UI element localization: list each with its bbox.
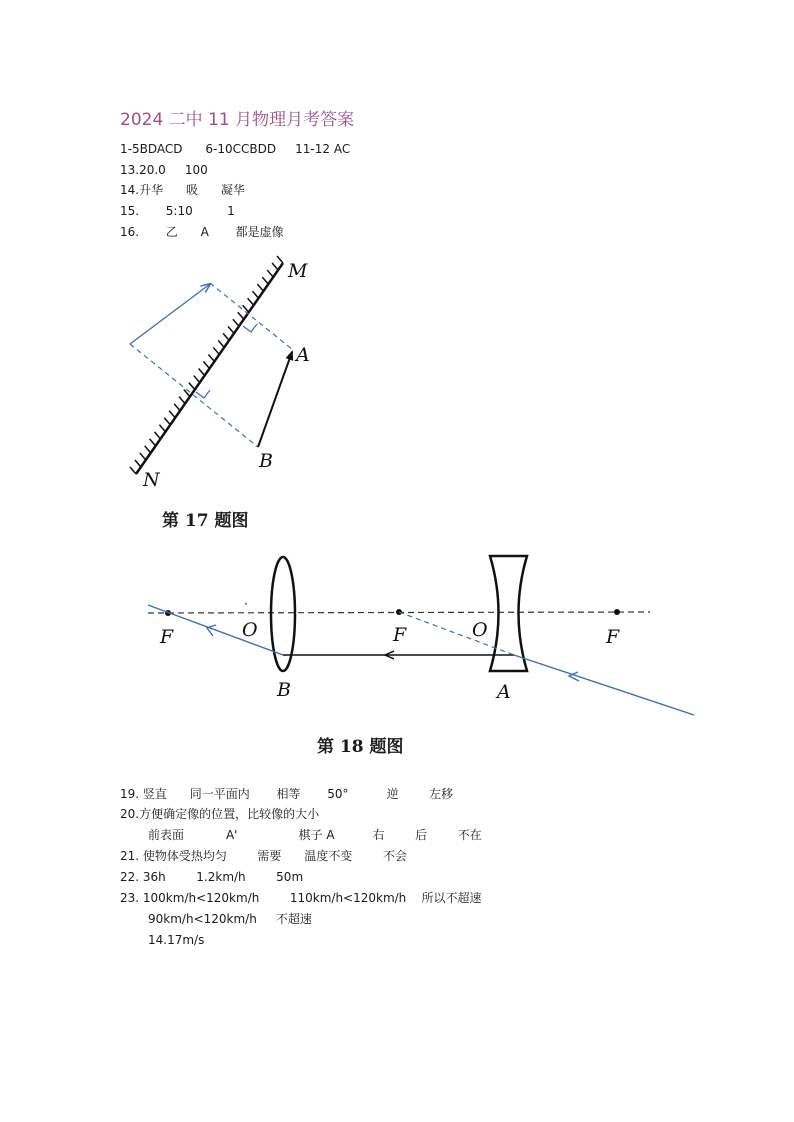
incident-ray	[514, 655, 694, 715]
answer-line-22: 22. 36h 1.2km/h 50m	[120, 870, 304, 884]
convex-lens	[271, 557, 295, 671]
mirror-hatch-mark	[253, 291, 259, 298]
answer-line-23b: 90km/h<120km/h 不超速	[148, 912, 312, 926]
mirror-hatch-mark	[277, 256, 283, 263]
answer-line-23c: 14.17m/s	[148, 933, 205, 947]
mirror-hatch-mark	[199, 369, 205, 376]
mirror-hatch-mark	[218, 340, 224, 347]
mirror-hatch-mark	[213, 347, 219, 354]
figure-18-caption: 第 18 题图	[317, 737, 404, 757]
label-M: M	[288, 260, 308, 282]
mirror-hatch-mark	[130, 467, 136, 474]
answer-line-20: 20.方便确定像的位置，比较像的大小	[120, 807, 320, 821]
answer-line-15: 15. 5:10 1	[120, 204, 235, 218]
center-dot-mark: ·	[244, 597, 248, 611]
image-arrow	[130, 284, 210, 344]
mirror-hatch-mark	[145, 446, 151, 453]
mirror-hatch-mark	[248, 298, 254, 305]
right-angle-mark-bottom	[196, 390, 210, 398]
focal-point-right	[614, 609, 620, 615]
right-angle-mark-top	[243, 324, 257, 332]
mirror-hatch-mark	[155, 432, 161, 439]
mirror-hatch-mark	[150, 439, 156, 446]
answer-line-21: 21. 使物体受热均匀 需要 温度不变 不会	[120, 849, 407, 863]
mirror-hatch-mark	[208, 354, 214, 361]
mirror-hatch-mark	[272, 263, 278, 270]
mirror-hatch-mark	[204, 362, 210, 369]
mirror-hatch-mark	[135, 460, 141, 467]
construction-line-a	[210, 283, 293, 350]
mirror-hatch-mark	[174, 404, 180, 411]
mirror-hatch-mark	[257, 284, 263, 291]
label-A-lens: A	[497, 681, 511, 703]
label-B: B	[259, 450, 273, 472]
label-A: A	[296, 344, 310, 366]
mirror-hatch-mark	[228, 326, 234, 333]
label-F-left: F	[160, 626, 174, 648]
label-N: N	[143, 469, 160, 491]
label-B-lens: B	[277, 679, 291, 701]
answer-line-14: 14.升华 吸 凝华	[120, 183, 245, 197]
page-title: 2024 二中 11 月物理月考答案	[120, 110, 355, 130]
mirror-hatch-mark	[179, 397, 185, 404]
answer-line-1-12: 1-5BDACD 6-10CCBDD 11-12 AC	[120, 142, 351, 156]
mirror-hatch-mark	[189, 383, 195, 390]
mirror-hatch-mark	[194, 376, 200, 383]
answer-line-16: 16. 乙 A 都是虚像	[120, 225, 284, 239]
mirror-hatch-mark	[223, 333, 229, 340]
mirror-hatch-mark	[262, 277, 268, 284]
concave-lens	[490, 556, 527, 671]
answer-line-23: 23. 100km/h<120km/h 110km/h<120km/h 所以不超速	[120, 891, 482, 905]
mirror-hatch-mark	[140, 453, 146, 460]
mirror-hatch-mark	[267, 270, 273, 277]
figure-17-caption: 第 17 题图	[162, 511, 249, 531]
mirror-hatch-mark	[164, 418, 170, 425]
object-arrow	[258, 352, 292, 447]
answer-line-20b: 前表面 A' 棋子 A 右 后 不在	[148, 828, 482, 842]
mirror-hatch-mark	[233, 319, 239, 326]
mirror-hatch-mark	[184, 390, 190, 397]
label-O-left: O	[242, 619, 258, 641]
mirror-hatch-mark	[159, 425, 165, 432]
answer-line-13: 13.20.0 100	[120, 163, 208, 177]
construction-line-b	[130, 344, 258, 447]
label-F-middle: F	[393, 624, 407, 646]
label-O-right: O	[472, 619, 488, 641]
answer-line-19: 19. 竖直 同一平面内 相等 50° 逆 左移	[120, 787, 454, 801]
label-F-right: F	[606, 626, 620, 648]
mirror-hatch-mark	[169, 411, 175, 418]
mirror-hatch-mark	[238, 312, 244, 319]
